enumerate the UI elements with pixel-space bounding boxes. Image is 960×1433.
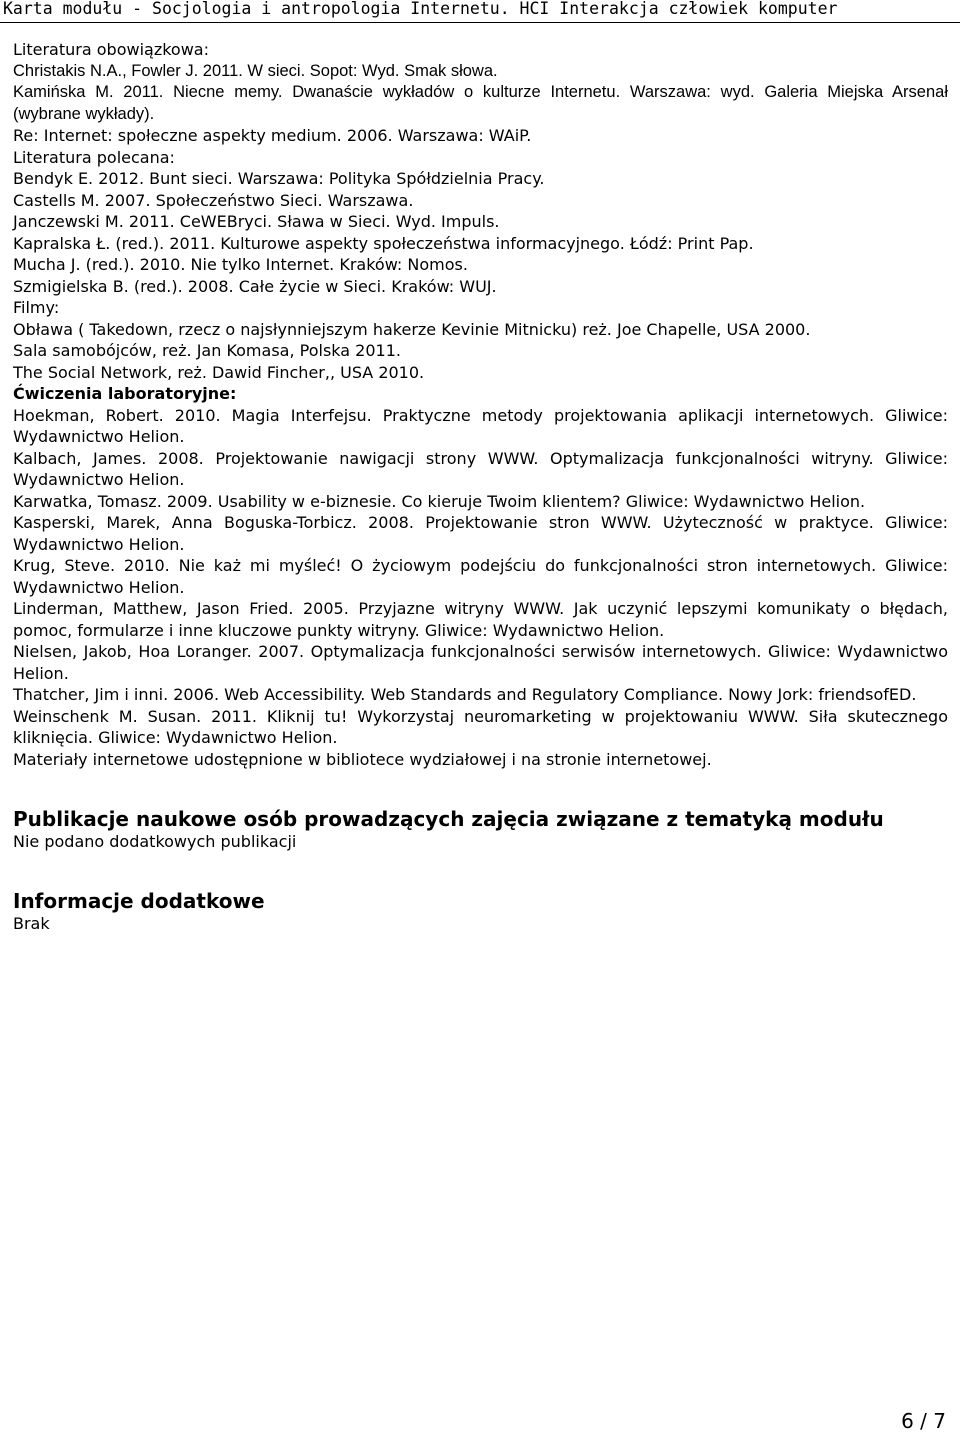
page-content xyxy=(13,39,948,934)
lab-literature-item: Karwatka, Tomasz. 2009. Usability w e-biznesie. Co kieruje Twoim klientem? Gliwice: Wydawnictwo Helion. xyxy=(13,491,866,511)
film-item: Obława ( Takedown, rzecz o najsłynniejszym hakerze Kevinie Mitnicku) reż. Joe Chapelle, USA 2000. xyxy=(13,319,811,339)
recommended-literature-item: Janczewski M. 2011. CeWEBryci. Sława w Sieci. Wyd. Impuls. xyxy=(13,212,500,231)
lab-literature-item: Linderman, Matthew, Jason Fried. 2005. Przyjazne witryny WWW. Jak uczynić lepszymi komunikaty o błędach, pomoc, formularze i inne kluczowe punkty witryny. Gliwice: Wydawnictwo Helion. xyxy=(13,599,948,640)
recommended-literature-heading: Literatura polecana: xyxy=(13,147,175,167)
lab-literature-item: Kalbach, James. 2008. Projektowanie nawigacji strony WWW. Optymalizacja funkcjonalności witryny. Gliwice: Wydawnictwo Helion. xyxy=(13,448,948,489)
recommended-literature-item: Szmigielska B. (red.). 2008. Całe życie w Sieci. Kraków: WUJ. xyxy=(13,276,497,296)
lab-literature-item: Kasperski, Marek, Anna Boguska-Torbicz. 2008. Projektowanie stron WWW. Użyteczność w praktyce. Gliwice: Wydawnictwo Helion. xyxy=(13,513,948,554)
page-number: 6 / 7 xyxy=(901,1409,946,1433)
lab-literature-item: Weinschenk M. Susan. 2011. Kliknij tu! Wykorzystaj neuromarketing w projektowaniu WWW. Siła skutecznego kliknięcia. Gliwice: Wydawnictwo Helion. xyxy=(13,706,948,747)
materials-note: Materiały internetowe udostępnione w bibliotece wydziałowej i na stronie internetowej. xyxy=(13,749,712,769)
page-header xyxy=(0,0,960,23)
lab-literature-item: Thatcher, Jim i inni. 2006. Web Accessibility. Web Standards and Regulatory Compliance. Nowy Jork: friendsofED. xyxy=(13,685,917,704)
lab-literature-item: Hoekman, Robert. 2010. Magia Interfejsu. Praktyczne metody projektowania aplikacji internetowych. Gliwice: Wydawnictwo Helion. xyxy=(13,405,948,446)
additional-info-heading: Informacje dodatkowe xyxy=(13,888,265,913)
lab-literature-item: Nielsen, Jakob, Hoa Loranger. 2007. Optymalizacja funkcjonalności serwisów internetowych. Gliwice: Wydawnictwo Helion. xyxy=(13,642,948,683)
publications-text: Nie podano dodatkowych publikacji xyxy=(13,832,297,851)
films-heading: Filmy: xyxy=(13,298,60,317)
film-item: Sala samobójców, reż. Jan Komasa, Polska 2011. xyxy=(13,341,401,360)
required-literature-heading: Literatura obowiązkowa: xyxy=(13,40,209,59)
lab-literature-item: Krug, Steve. 2010. Nie każ mi myśleć! O życiowym podejściu do funkcjonalności stron internetowych. Gliwice: Wydawnictwo Helion. xyxy=(13,556,948,597)
required-literature-item: Christakis N.A., Fowler J. 2011. W sieci. Sopot: Wyd. Smak słowa. xyxy=(13,61,498,80)
recommended-literature-item: Mucha J. (red.). 2010. Nie tylko Internet. Kraków: Nomos. xyxy=(13,255,468,274)
film-item: The Social Network, reż. Dawid Fincher,, USA 2010. xyxy=(13,362,425,382)
recommended-literature-item: Kapralska Ł. (red.). 2011. Kulturowe aspekty społeczeństwa informacyjnego. Łódź: Print Pap. xyxy=(13,233,754,253)
additional-info-text: Brak xyxy=(13,913,50,933)
document-title: Karta modułu - Socjologia i antropologia Internetu. HCI Interakcja człowiek komputer xyxy=(3,0,838,18)
required-literature-item: Re: Internet: społeczne aspekty medium. 2006. Warszawa: WAiP. xyxy=(13,126,532,145)
lab-exercises-heading: Ćwiczenia laboratoryjne: xyxy=(13,384,237,403)
required-literature-item: Kamińska M. 2011. Niecne memy. Dwanaście wykładów o kulturze Internetu. Warszawa: wyd. Galeria Miejska Arsenał (wybrane wykłady). xyxy=(13,83,948,123)
publications-heading: Publikacje naukowe osób prowadzących zajęcia związane z tematyką modułu xyxy=(13,807,884,831)
recommended-literature-item: Bendyk E. 2012. Bunt sieci. Warszawa: Polityka Spółdzielnia Pracy. xyxy=(13,169,545,188)
recommended-literature-item: Castells M. 2007. Społeczeństwo Sieci. Warszawa. xyxy=(13,190,414,210)
